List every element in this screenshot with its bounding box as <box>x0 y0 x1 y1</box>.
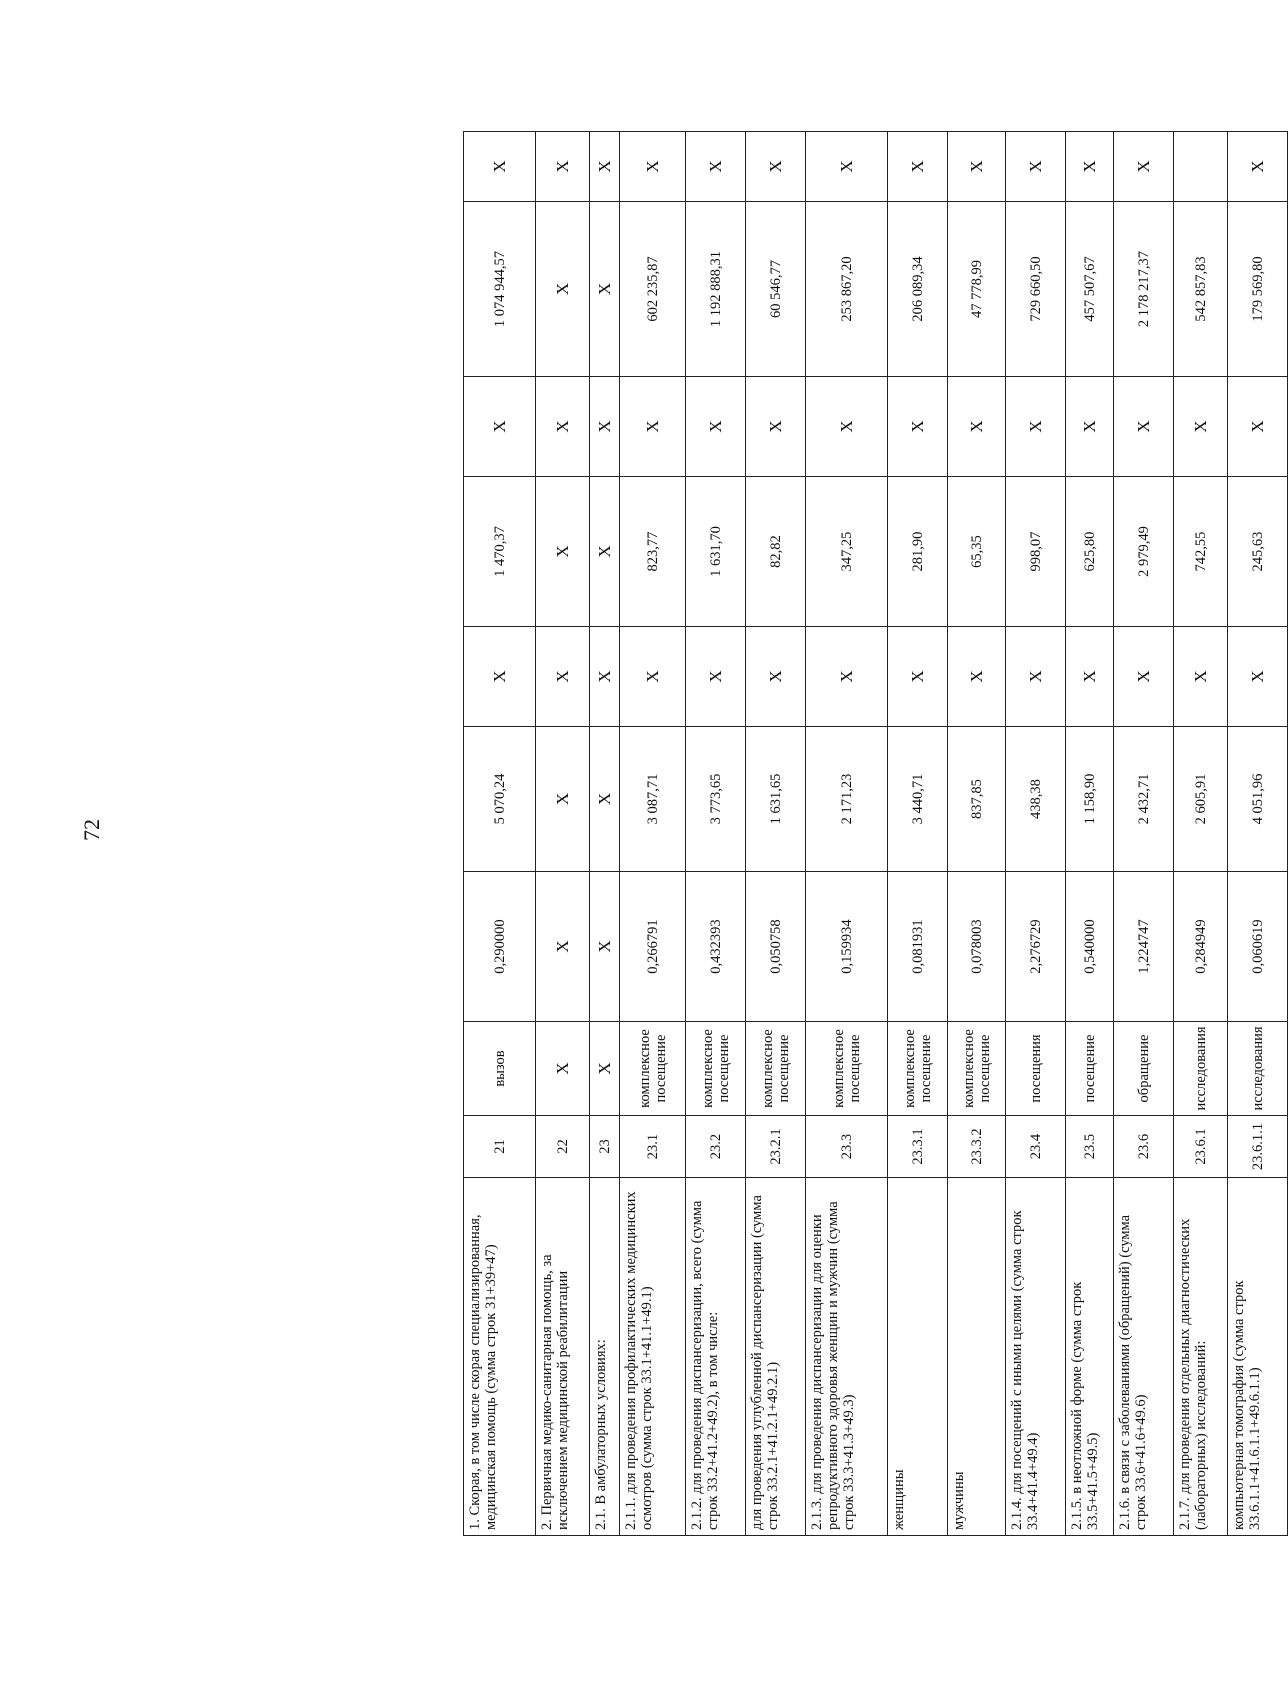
line-code-cell: 21 <box>464 1116 536 1178</box>
volume-per-person-cell: 0,540000 <box>1066 872 1114 1022</box>
per-capita-budget-cell: Х <box>746 627 806 727</box>
share-x-cell: Х <box>746 132 806 202</box>
share-x-cell: Х <box>948 132 1006 202</box>
per-capita-budget-cell: Х <box>1174 627 1228 727</box>
table-row <box>1114 132 1174 1536</box>
total-budget-cell: Х <box>536 377 590 477</box>
volume-per-person-cell: Х <box>536 872 590 1022</box>
table-row <box>1006 132 1066 1536</box>
table-row <box>1066 132 1114 1536</box>
per-capita-budget-cell: Х <box>620 627 686 727</box>
volume-per-person-cell: 0,060619 <box>1228 872 1288 1022</box>
cost-per-unit-cell: 438,38 <box>1006 727 1066 872</box>
unit-of-measure-cell: вызов <box>464 1022 536 1116</box>
share-x-cell: Х <box>806 132 888 202</box>
total-budget-cell: Х <box>806 377 888 477</box>
unit-of-measure-cell: посещение <box>1066 1022 1114 1116</box>
volume-per-person-cell: 0,081931 <box>888 872 948 1022</box>
volume-per-person-cell: 0,050758 <box>746 872 806 1022</box>
table-row <box>590 132 620 1536</box>
total-oms-cell: 206 089,34 <box>888 202 948 377</box>
per-capita-oms-cell: 65,35 <box>948 477 1006 627</box>
cost-per-unit-cell: 1 158,90 <box>1066 727 1114 872</box>
table-row <box>888 132 948 1536</box>
total-oms-cell: Х <box>536 202 590 377</box>
line-code-cell: 23.3.2 <box>948 1116 1006 1178</box>
share-x-cell: Х <box>1006 132 1066 202</box>
total-oms-cell: 47 778,99 <box>948 202 1006 377</box>
row-name-cell: 2.1. В амбулаторных условиях: <box>590 1178 620 1536</box>
total-oms-cell: 1 192 888,31 <box>686 202 746 377</box>
per-capita-oms-cell: 281,90 <box>888 477 948 627</box>
line-code-cell: 23.6.1.1 <box>1228 1116 1288 1178</box>
per-capita-oms-cell: 625,80 <box>1066 477 1114 627</box>
per-capita-oms-cell: 998,07 <box>1006 477 1066 627</box>
total-oms-cell: Х <box>590 202 620 377</box>
line-code-cell: 23.1 <box>620 1116 686 1178</box>
total-oms-cell: 1 074 944,57 <box>464 202 536 377</box>
unit-of-measure-cell: комплексное посещение <box>806 1022 888 1116</box>
unit-of-measure-cell: Х <box>536 1022 590 1116</box>
per-capita-oms-cell: 347,25 <box>806 477 888 627</box>
per-capita-budget-cell: Х <box>948 627 1006 727</box>
share-x-cell: Х <box>1066 132 1114 202</box>
per-capita-budget-cell: Х <box>1228 627 1288 727</box>
line-code-cell: 23 <box>590 1116 620 1178</box>
unit-of-measure-cell: комплексное посещение <box>746 1022 806 1116</box>
total-budget-cell: Х <box>746 377 806 477</box>
total-budget-cell: Х <box>686 377 746 477</box>
total-budget-cell: Х <box>590 377 620 477</box>
row-name-cell: 1. Скорая, в том числе скорая специализированная, медицинская помощь (сумма строк 31+39+47) <box>464 1178 536 1536</box>
total-budget-cell: Х <box>1006 377 1066 477</box>
per-capita-oms-cell: Х <box>590 477 620 627</box>
unit-of-measure-cell: посещения <box>1006 1022 1066 1116</box>
total-oms-cell: 457 507,67 <box>1066 202 1114 377</box>
total-budget-cell: Х <box>1228 377 1288 477</box>
line-code-cell: 23.4 <box>1006 1116 1066 1178</box>
per-capita-oms-cell: 245,63 <box>1228 477 1288 627</box>
row-name-cell: для проведения углубленной диспансеризации (сумма строк 33.2.1+41.2.1+49.2.1) <box>746 1178 806 1536</box>
per-capita-oms-cell: 82,82 <box>746 477 806 627</box>
unit-of-measure-cell: комплексное посещение <box>888 1022 948 1116</box>
row-name-cell: 2.1.3. для проведения диспансеризации для оценки репродуктивного здоровья женщин и мужчин (сумма строк 33.3+41.3+49.3) <box>806 1178 888 1536</box>
per-capita-budget-cell: Х <box>464 627 536 727</box>
share-x-cell <box>1174 132 1228 202</box>
row-name-cell: компьютерная томография (сумма строк 33.6.1.1+41.6.1.1+49.6.1.1) <box>1228 1178 1288 1536</box>
volume-per-person-cell: 0,266791 <box>620 872 686 1022</box>
per-capita-oms-cell: 742,55 <box>1174 477 1228 627</box>
line-code-cell: 23.2.1 <box>746 1116 806 1178</box>
share-x-cell: Х <box>464 132 536 202</box>
cost-per-unit-cell: 2 432,71 <box>1114 727 1174 872</box>
rotated-table-container <box>463 132 1267 1536</box>
share-x-cell: Х <box>590 132 620 202</box>
table-row <box>948 132 1006 1536</box>
page-number: 72 <box>79 819 104 841</box>
line-code-cell: 23.3 <box>806 1116 888 1178</box>
table-row <box>686 132 746 1536</box>
share-x-cell: Х <box>888 132 948 202</box>
row-name-cell: женщины <box>888 1178 948 1536</box>
share-x-cell: Х <box>536 132 590 202</box>
share-x-cell: Х <box>620 132 686 202</box>
financing-table <box>463 131 1288 1536</box>
unit-of-measure-cell: обращение <box>1114 1022 1174 1116</box>
total-budget-cell: Х <box>948 377 1006 477</box>
cost-per-unit-cell: Х <box>590 727 620 872</box>
table-row <box>1228 132 1288 1536</box>
unit-of-measure-cell: Х <box>590 1022 620 1116</box>
per-capita-budget-cell: Х <box>590 627 620 727</box>
cost-per-unit-cell: 2 605,91 <box>1174 727 1228 872</box>
line-code-cell: 23.6.1 <box>1174 1116 1228 1178</box>
share-x-cell: Х <box>1228 132 1288 202</box>
unit-of-measure-cell: комплексное посещение <box>948 1022 1006 1116</box>
total-budget-cell: Х <box>1174 377 1228 477</box>
table-row <box>464 132 536 1536</box>
share-x-cell: Х <box>1114 132 1174 202</box>
table-row <box>746 132 806 1536</box>
line-code-cell: 23.2 <box>686 1116 746 1178</box>
line-code-cell: 23.5 <box>1066 1116 1114 1178</box>
total-budget-cell: Х <box>620 377 686 477</box>
total-budget-cell: Х <box>464 377 536 477</box>
per-capita-budget-cell: Х <box>888 627 948 727</box>
volume-per-person-cell: 0,078003 <box>948 872 1006 1022</box>
cost-per-unit-cell: 4 051,96 <box>1228 727 1288 872</box>
row-name-cell: 2.1.7. для проведения отдельных диагностических (лабораторных) исследований: <box>1174 1178 1228 1536</box>
per-capita-budget-cell: Х <box>686 627 746 727</box>
total-oms-cell: 2 178 217,37 <box>1114 202 1174 377</box>
table-row <box>536 132 590 1536</box>
per-capita-budget-cell: Х <box>1066 627 1114 727</box>
total-oms-cell: 60 546,77 <box>746 202 806 377</box>
cost-per-unit-cell: 5 070,24 <box>464 727 536 872</box>
table-row <box>1174 132 1228 1536</box>
volume-per-person-cell: Х <box>590 872 620 1022</box>
per-capita-budget-cell: Х <box>806 627 888 727</box>
unit-of-measure-cell: исследования <box>1174 1022 1228 1116</box>
row-name-cell: 2.1.6. в связи с заболеваниями (обращений) (сумма строк 33.6+41.6+49.6) <box>1114 1178 1174 1536</box>
total-oms-cell: 729 660,50 <box>1006 202 1066 377</box>
total-budget-cell: Х <box>1066 377 1114 477</box>
unit-of-measure-cell: комплексное посещение <box>686 1022 746 1116</box>
row-name-cell: мужчины <box>948 1178 1006 1536</box>
volume-per-person-cell: 1,224747 <box>1114 872 1174 1022</box>
total-oms-cell: 542 857,83 <box>1174 202 1228 377</box>
row-name-cell: 2. Первичная медико-санитарная помощь, за исключением медицинской реабилитации <box>536 1178 590 1536</box>
cost-per-unit-cell: 3 773,65 <box>686 727 746 872</box>
per-capita-budget-cell: Х <box>1114 627 1174 727</box>
per-capita-oms-cell: 1 631,70 <box>686 477 746 627</box>
total-budget-cell: Х <box>888 377 948 477</box>
cost-per-unit-cell: Х <box>536 727 590 872</box>
line-code-cell: 23.3.1 <box>888 1116 948 1178</box>
unit-of-measure-cell: исследования <box>1228 1022 1288 1116</box>
volume-per-person-cell: 0,159934 <box>806 872 888 1022</box>
per-capita-budget-cell: Х <box>536 627 590 727</box>
volume-per-person-cell: 2,276729 <box>1006 872 1066 1022</box>
total-oms-cell: 602 235,87 <box>620 202 686 377</box>
table-row <box>806 132 888 1536</box>
unit-of-measure-cell: комплексное посещение <box>620 1022 686 1116</box>
share-x-cell: Х <box>686 132 746 202</box>
cost-per-unit-cell: 2 171,23 <box>806 727 888 872</box>
total-budget-cell: Х <box>1114 377 1174 477</box>
per-capita-oms-cell: Х <box>536 477 590 627</box>
total-oms-cell: 179 569,80 <box>1228 202 1288 377</box>
row-name-cell: 2.1.5. в неотложной форме (сумма строк 33.5+41.5+49.5) <box>1066 1178 1114 1536</box>
line-code-cell: 22 <box>536 1116 590 1178</box>
cost-per-unit-cell: 837,85 <box>948 727 1006 872</box>
row-name-cell: 2.1.2. для проведения диспансеризации, всего (сумма строк 33.2+41.2+49.2), в том числе: <box>686 1178 746 1536</box>
per-capita-oms-cell: 2 979,49 <box>1114 477 1174 627</box>
row-name-cell: 2.1.4. для посещений с иными целями (сумма строк 33.4+41.4+49.4) <box>1006 1178 1066 1536</box>
volume-per-person-cell: 0,284949 <box>1174 872 1228 1022</box>
line-code-cell: 23.6 <box>1114 1116 1174 1178</box>
cost-per-unit-cell: 3 087,71 <box>620 727 686 872</box>
total-oms-cell: 253 867,20 <box>806 202 888 377</box>
per-capita-oms-cell: 1 470,37 <box>464 477 536 627</box>
table-row <box>620 132 686 1536</box>
row-name-cell: 2.1.1. для проведения профилактических медицинских осмотров (сумма строк 33.1+41.1+49.1) <box>620 1178 686 1536</box>
cost-per-unit-cell: 1 631,65 <box>746 727 806 872</box>
volume-per-person-cell: 0,290000 <box>464 872 536 1022</box>
volume-per-person-cell: 0,432393 <box>686 872 746 1022</box>
per-capita-budget-cell: Х <box>1006 627 1066 727</box>
per-capita-oms-cell: 823,77 <box>620 477 686 627</box>
cost-per-unit-cell: 3 440,71 <box>888 727 948 872</box>
